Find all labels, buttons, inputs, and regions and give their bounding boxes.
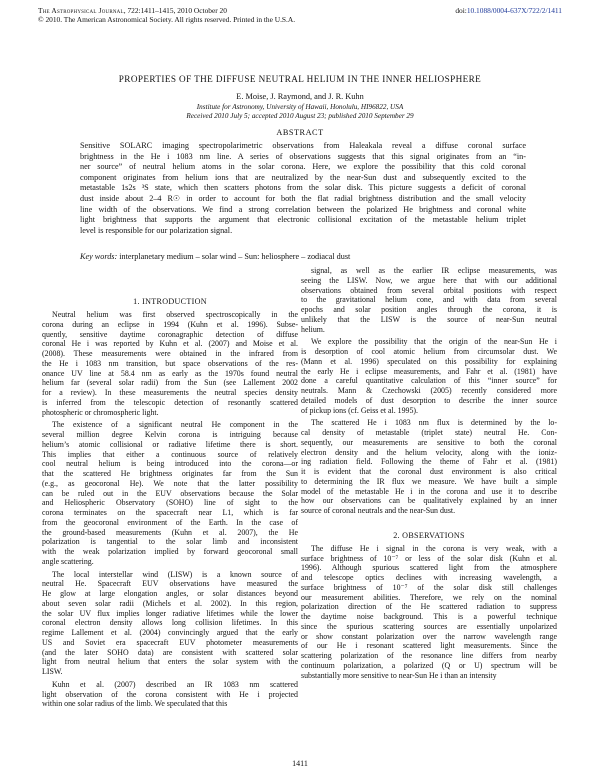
left-column (42, 291, 298, 709)
body-text-line: substantially more sensitive to near-Sun He i than an intensity (301, 670, 497, 680)
paper-title: PROPERTIES OF THE DIFFUSE NEUTRAL HELIUM IN THE INNER HELIOSPHERE (118, 74, 482, 84)
body-text-line: since the spurious scattering sources are essentially unpolarized (301, 621, 557, 631)
body-text-line: polarization direction of the He scattered radiation to suppress (301, 602, 557, 612)
body-text-line: The scattered He i 1083 nm flux is determined by the lo- (311, 418, 557, 428)
body-text-line: surface brightness of 10⁻⁷ of the solar disk still challenges (301, 582, 557, 592)
keywords (80, 252, 526, 261)
body-text-line: the ground-based measurements (Kuhn et al. 2007), the He (42, 527, 298, 537)
body-text-line: photospheric or chromospheric light. (42, 407, 159, 417)
body-text-line: The existence of a significant neutral He component in the (52, 420, 298, 430)
body-text-line: (Mann et al. 1996) speculated on this possibility for explaining (301, 356, 557, 366)
body-text-line: 1996). Although spurious scattered light from the atmosphere (301, 563, 557, 573)
body-text-line: is inferred from the telescopic detection of resonantly scattered (42, 397, 298, 407)
body-text-line: can be ruled out in the EUV observations because the Solar (42, 488, 298, 498)
body-text-line: sequently, our measurements are sensitive to both the coronal (301, 437, 557, 447)
body-text-line: regime Lallement et al. (2004) convincingly argued that the early (42, 628, 298, 637)
body-text-line: continuum polarization, a polarized (Q or U) spectrum will be (301, 660, 557, 670)
abstract-line: line width of the observations. We find a strong correlation between the polarized He brightness and coronal white (80, 204, 526, 214)
body-text-line: US and Soviet era spacecraft EUV photometer measurements (42, 637, 298, 647)
body-text-line: We explore the possibility that the origin of the near-Sun He i (311, 337, 557, 347)
body-text-line: several million degree Kelvin corona is intriguing because (42, 430, 298, 439)
doi-link[interactable]: 10.1088/0004-637X/722/2/1411 (466, 6, 562, 15)
body-text-line: it is evident that the coronal dust environment is also critical (301, 467, 557, 476)
body-text-line: (and the later SOHO data) are consistent with scattered solar (42, 647, 298, 657)
body-text-line: This implies that either a continuous source of relatively (42, 449, 298, 459)
right-column (301, 266, 557, 680)
body-text-line: Kuhn et al. (2007) described an IR 1083 nm scattered (52, 679, 298, 689)
body-text-line: He glow at large elongation angles, or solar distances beyond (42, 589, 298, 598)
abstract-line: Sensitive SOLARC imaging spectropolarimetric observations from Haleakala reveal a diffuse coronal surface (80, 141, 526, 150)
author-institution: Institute for Astronomy, University of Hawaii, Honolulu, HI96822, USA (196, 103, 404, 111)
body-text-line: The diffuse He i signal in the corona is very weak, with a (311, 543, 557, 553)
body-text-line: electron density and the helium velocity, along with the ioniz- (301, 447, 557, 457)
body-text-line: of our He i resonant scattered light measurements. Since the (301, 641, 557, 651)
body-text-line: the early He i eclipse measurements, and Fahr et al. (1981) have (301, 366, 557, 376)
body-text-line: seeing the LISW. Now, we argue here that with our additional (301, 275, 557, 285)
body-text-line: and telescope optics declines with increasing wavelength, a (301, 573, 557, 582)
body-text-line: Neutral helium was first observed spectroscopically in the (52, 310, 298, 319)
body-text-line: cool neutral helium is being introduced into the corona—or (42, 459, 298, 469)
abstract-heading: ABSTRACT (276, 128, 324, 137)
publication-dates: Received 2010 July 5; accepted 2010 August 23; published 2010 September 29 (186, 112, 414, 120)
doi-prefix: doi: (455, 6, 467, 15)
body-text-line: within one solar radius of the limb. We speculated that this (42, 699, 228, 709)
section-heading-introduction: 1. INTRODUCTION (133, 297, 207, 306)
abstract-line: brightness in the He i 1083 nm line. A series of observations suggests that this signal originates from an “in- (80, 151, 526, 161)
body-text-line: (2008). These measurements were obtained in the infrared from (42, 349, 298, 358)
left-column-body (42, 310, 298, 709)
body-text-line: observations obtained from several orbital positions with respect (301, 285, 557, 295)
body-text-line: the solar UV flux implies longer radiative lifetimes while the lower (42, 608, 298, 618)
body-text-line: helium. (301, 324, 325, 334)
body-text-line: corona terminates on the spacecraft near L1, which is far (42, 508, 298, 517)
journal-citation: , 722:1411–1415, 2010 October 20 (123, 6, 227, 15)
abstract-body (80, 141, 526, 236)
body-text-line: quently, sensitive daytime coronagraphic detection of diffuse (42, 329, 298, 339)
body-text-line: coronal electron density allows long collision lifetimes. In this (42, 618, 298, 628)
body-text-line: our measurement abilities. Therefore, we rely on the nominal (301, 592, 557, 602)
body-text-line: light from neutral helium that enters the solar system with the (42, 657, 298, 667)
body-text-line: ing radiation field. Following the theme of Fahr et al. (1981) (301, 457, 557, 467)
abstract-line: dust inside about 2–4 R☉ in order to account for both the flat radial brightness distribution and the small velocity (80, 193, 526, 203)
body-text-line: to the gravitational helium cone, and with data from several (301, 295, 557, 305)
author-list: E. Moise, J. Raymond, and J. R. Kuhn (236, 92, 364, 101)
body-text-line: for a review). In these measurements the neutral species density (42, 388, 298, 397)
body-text-line: from the geocoronal environment of the Earth. In the case of (42, 517, 298, 527)
body-text-line: about seven solar radii (Michels et al. 2002). In this region, (42, 598, 298, 608)
body-text-line: coronal He i was reported by Kuhn et al. (2007) and Moise et al. (42, 339, 298, 349)
body-text-line: neutral He. Spacecraft EUV observations have measured the (42, 579, 298, 589)
body-text-line: helium’s atomic collisional or radiative lifetime there is short. (42, 439, 298, 449)
body-text-line: to determining the IR flux we measure. We have built a simple (301, 476, 557, 486)
right-column-body-bottom (301, 544, 557, 681)
body-text-line: corona during an eclipse in 1994 (Kuhn et al. 1996). Subse- (42, 319, 298, 329)
body-text-line: epochs and solar position angles through the corona, it is (301, 305, 557, 314)
body-text-line: unlikely that the LISW is the source of near-Sun neutral (301, 314, 557, 324)
body-text-line: neutrals. Mann & Czechowski (2005) recently considered more (301, 386, 557, 395)
journal-name: The Astrophysical Journal (38, 6, 124, 15)
abstract-line: component originates from helium ions that are neutralized by the near-Sun dust and subsequently excited to the (80, 172, 526, 182)
abstract-line: metastable 1s2s ³S state, which then scatters photons from the solar disk. This picture suggests a deficit of coronal (80, 183, 526, 193)
body-text-line: light observation of the corona consistent with He i projected (42, 689, 298, 699)
body-text-line: angle scattering. (42, 556, 94, 566)
body-text-line: and Heliospheric Observatory (SOHO) line of sight to the (42, 498, 298, 508)
body-text-line: scattering polarization of the resonance line differs from nearby (301, 651, 557, 660)
body-text-line: cal density of metastable (triplet state) neutral He. Con- (301, 428, 557, 437)
body-text-line: or show constant polarization over the narrow wavelength range (301, 631, 557, 641)
body-text-line: of pickup ions (cf. Geiss et al. 1995). (301, 405, 419, 415)
body-text-line: The local interstellar wind (LISW) is a known source of (52, 569, 298, 579)
body-text-line: polarization is tangential to the solar limb and inconsistent (42, 537, 298, 547)
body-text-line: how our observations can be qualitatively explained by an inner (301, 496, 557, 506)
journal-header-left (38, 6, 295, 24)
body-text-line: the daytime noise background. This is a powerful technique (301, 612, 557, 621)
body-text-line: LISW. (42, 667, 63, 676)
copyright-line: © 2010. The American Astronomical Society. All rights reserved. Printed in the U.S.A. (38, 15, 296, 24)
body-text-line: the He i 1083 nm transition, but space observations of the res- (42, 358, 298, 368)
body-text-line: onance UV line at 58.4 nm as early as the 1970s found neutral (42, 368, 298, 378)
page-number: 1411 (292, 759, 308, 768)
keywords-list: interplanetary medium – solar wind – Sun: heliosphere – zodiacal dust (117, 252, 351, 261)
body-text-line: helium far (several solar radii) from the Sun (see Lallement 2002 (42, 378, 298, 388)
section-heading-observations: 2. OBSERVATIONS (393, 530, 465, 540)
abstract-line: level is responsible for our polarization signal. (80, 225, 233, 235)
body-text-line: source of coronal neutrals and the near-Sun dust. (301, 506, 456, 515)
doi-line (455, 6, 562, 15)
body-text-line: surface brightness of 10⁻⁷ or less of the solar disk (Kuhn et al. (301, 553, 557, 563)
body-text-line: model of the metastable He i in the corona and use it to describe (301, 486, 557, 496)
body-text-line: with the weak polarization implied by forward geocoronal small (42, 547, 298, 556)
keywords-label: Key words: (80, 252, 118, 261)
right-column-body-top (301, 266, 557, 516)
body-text-line: that the scattered He brightness originates far from the Sun (42, 469, 298, 478)
abstract-line: light brightness that supports the argument that electronic collisional excitation of the metastable helium triplet (80, 215, 526, 225)
body-text-line: is desorption of cool atomic helium from circumsolar dust. We (301, 347, 557, 356)
abstract-line: ner source” of neutral helium atoms in the solar corona. Here, we explore the possibility that this cold coronal (80, 162, 526, 172)
body-text-line: done a careful quantitative calculation of this “inner source” for (301, 376, 557, 386)
body-text-line: signal, as well as the earlier IR eclipse measurements, was (311, 266, 557, 275)
body-text-line: detailed models of dust desorption to describe the inner source (301, 395, 557, 405)
body-text-line: (e.g., as geocoronal He). We note that the latter possibility (42, 478, 298, 488)
